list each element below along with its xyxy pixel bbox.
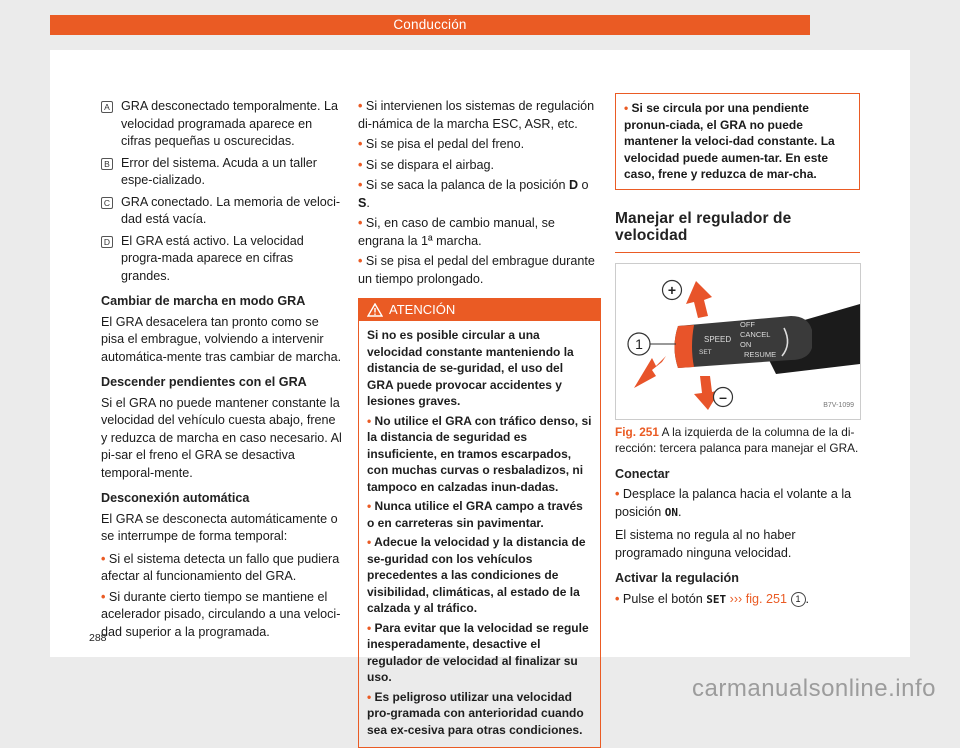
caption-number: Fig. 251 — [615, 424, 659, 439]
warning-intro: Si no es posible circular a una velocidad constante manteniendo la distancia de se-guridad, el uso del GRA puede provocar accidentes y lesiones graves. — [367, 328, 574, 408]
bullet-end: . — [805, 591, 810, 606]
warning-bullet — [367, 534, 592, 617]
caption-text: A la izquierda de la columna de la di-rección: tercera palanca para manejar el GRA. — [615, 424, 859, 455]
bullet-icon: • — [367, 620, 372, 635]
bullet-icon: • — [101, 589, 106, 604]
descender-text: Si el GRA no puede mantener constante la velocidad del vehículo cuesta abajo, frene y reduzca de marcha en caso necesario. Al pi-sar el freno el GRA se desactiva temporal-mente. — [101, 395, 342, 480]
bullet-end: . — [677, 504, 682, 519]
bullet-icon: • — [624, 101, 629, 115]
legend-item — [101, 233, 344, 286]
column-3 — [615, 98, 860, 611]
link-arrows: ››› — [729, 591, 743, 606]
warning-bullet-text: Para evitar que la velocidad se regule inesperadamente, desactive el regulador de velocidad al finalizar su uso. — [367, 620, 589, 684]
bullet-icon: • — [358, 137, 363, 151]
legend-text: GRA desconectado temporalmente. La velocidad programada aparece en cifras pequeñas u oscurecidas. — [121, 99, 339, 148]
bullet-icon: • — [615, 487, 620, 501]
descender-heading: Descender pendientes con el GRA — [101, 375, 307, 389]
bullet-icon: • — [367, 499, 372, 513]
warning-bullet-text: No utilice el GRA con tráfico denso, si la distancia de seguridad es insuficiente, en tramos escarpados, con muchas curvas o resbaladizos, ni tampoco en calzadas inun-dadas. — [367, 413, 592, 494]
note-box — [615, 93, 860, 190]
bullet-text: Desplace la palanca hacia el volante a la posición — [615, 487, 852, 519]
bullet-item — [358, 215, 601, 250]
bullet-item — [358, 177, 601, 212]
bullet-text: Si intervienen los sistemas de regulación di-námica de la marcha ESC, ASR, etc. — [358, 99, 595, 131]
bullet-item — [101, 589, 344, 642]
figure-caption — [615, 424, 860, 456]
bullet-item — [615, 486, 860, 521]
arrow-up-icon — [686, 281, 712, 318]
watermark: carmanualsonline.info — [692, 675, 936, 702]
desconexion-heading: Desconexión automática — [101, 491, 250, 505]
minus-label: – — [719, 388, 727, 405]
gear-s: S — [358, 195, 367, 210]
legend-item — [101, 194, 344, 229]
legend-key: D — [101, 236, 113, 248]
on-symbol: ON — [664, 505, 678, 519]
lever-tip — [675, 325, 695, 368]
plus-label: + — [667, 281, 677, 298]
warning-header — [359, 299, 600, 321]
bullet-item — [358, 253, 601, 288]
desconexion-text: El GRA se desconecta automáticamente o se interrumpe de forma temporal: — [101, 511, 338, 543]
bullet-icon: • — [367, 689, 372, 704]
legend-text: GRA conectado. La memoria de veloci-dad está vacía. — [121, 194, 341, 226]
figure-251 — [615, 263, 861, 420]
bullet-item — [358, 98, 601, 133]
warning-bullet-text: Es peligroso utilizar una velocidad pro-gramada con anterioridad cuando sea ex-cesiva para otras condiciones. — [367, 689, 584, 737]
bullet-item — [358, 157, 601, 175]
cambiar-heading: Cambiar de marcha en modo GRA — [101, 294, 306, 308]
legend-key: A — [101, 101, 113, 113]
bullet-text: Si se pisa el pedal del freno. — [365, 137, 525, 151]
bullet-text: Si, en caso de cambio manual, se engrana la 1ª marcha. — [358, 216, 555, 248]
note-text: Si se circula por una pendiente pronun-ciada, el GRA no puede mantener la veloci-dad constante. La velocidad puede aumen-tar. En este caso, frene y reduzca de mar-cha. — [624, 101, 835, 181]
warning-bullet — [367, 689, 592, 739]
bullet-text: Si durante cierto tiempo se mantiene el acelerador pisado, circulando a una veloci-dad superior a la programada. — [101, 589, 341, 639]
lever-resume-label: RESUME — [744, 349, 777, 359]
bullet-item — [615, 591, 860, 609]
callout-ref: 1 — [791, 592, 806, 607]
bullet-text: Si se pisa el pedal del embrague durante un tiempo prolongado. — [358, 254, 595, 286]
legend-key: B — [101, 158, 113, 170]
bullet-item — [358, 136, 601, 154]
bullet-text: Si se dispara el airbag. — [365, 157, 495, 172]
bullet-text-prefix: Si se saca la palanca de la posición — [365, 178, 569, 192]
chapter-header — [50, 15, 810, 35]
warning-body — [359, 321, 600, 747]
lever-illustration — [616, 264, 860, 419]
lever-on-label: ON — [740, 339, 752, 349]
set-symbol: SET — [706, 592, 727, 606]
lever-set-label: SET — [699, 348, 712, 356]
column-1 — [101, 98, 344, 644]
bullet-icon: • — [101, 551, 106, 566]
bullet-text-end: . — [366, 195, 370, 210]
warning-bullet-text: Nunca utilice el GRA campo a través o en carreteras sin pavimentar. — [367, 499, 583, 530]
section-title: Manejar el regulador de velocidad — [615, 210, 860, 253]
warning-triangle-icon — [367, 303, 383, 317]
page-number: 288 — [89, 632, 107, 644]
warning-bullet — [367, 620, 592, 686]
bullet-item — [101, 551, 344, 586]
legend-text: Error del sistema. Acuda a un taller espe-cializado. — [121, 155, 317, 187]
bullet-icon: • — [358, 157, 363, 172]
bullet-icon: • — [358, 178, 363, 192]
legend-key: C — [101, 197, 113, 209]
lever-off-label: OFF — [740, 319, 755, 329]
figure-link[interactable]: fig. 251 — [745, 591, 788, 606]
bullet-text: Pulse el botón — [622, 591, 703, 606]
warning-bullet-text: Adecue la velocidad y la distancia de se-guridad con los vehículos precedentes a las condiciones de visibilidad, climáticas, al estado de la calzada y al tráfico. — [367, 535, 586, 615]
warning-title: ATENCIÓN — [389, 302, 456, 317]
figure-code: B7V-1099 — [823, 402, 854, 409]
lever-cancel-label: CANCEL — [740, 329, 771, 339]
warning-bullet — [367, 498, 592, 531]
legend-item — [101, 155, 344, 190]
callout-label: 1 — [635, 335, 643, 352]
warning-box — [358, 298, 601, 748]
arrow-back-icon — [634, 356, 666, 388]
gear-d: D — [568, 178, 579, 192]
bullet-text-mid: o — [578, 178, 589, 192]
bullet-icon: • — [615, 591, 620, 606]
legend-item — [101, 98, 344, 151]
conectar-heading: Conectar — [615, 466, 670, 481]
bullet-icon: • — [367, 535, 372, 549]
bullet-icon: • — [367, 413, 372, 428]
bullet-icon: • — [358, 99, 363, 113]
activar-heading: Activar la regulación — [615, 571, 739, 585]
conectar-text: El sistema no regula al no haber programado ninguna velocidad. — [615, 528, 796, 560]
chapter-title: Conducción — [393, 17, 467, 32]
bullet-icon: • — [358, 254, 363, 268]
column-2 — [358, 98, 601, 748]
cambiar-text: El GRA desacelera tan pronto como se pisa el embrague, volviendo a intervenir automática-mente tras cambiar de marcha. — [101, 314, 342, 364]
bullet-text: Si el sistema detecta un fallo que pudiera afectar al funcionamiento del GRA. — [101, 551, 340, 583]
legend-text: El GRA está activo. La velocidad progra-mada aparece en cifras grandes. — [121, 233, 304, 283]
lever-speed-label: SPEED — [704, 334, 732, 344]
bullet-icon: • — [358, 216, 363, 230]
warning-bullet — [367, 413, 592, 496]
